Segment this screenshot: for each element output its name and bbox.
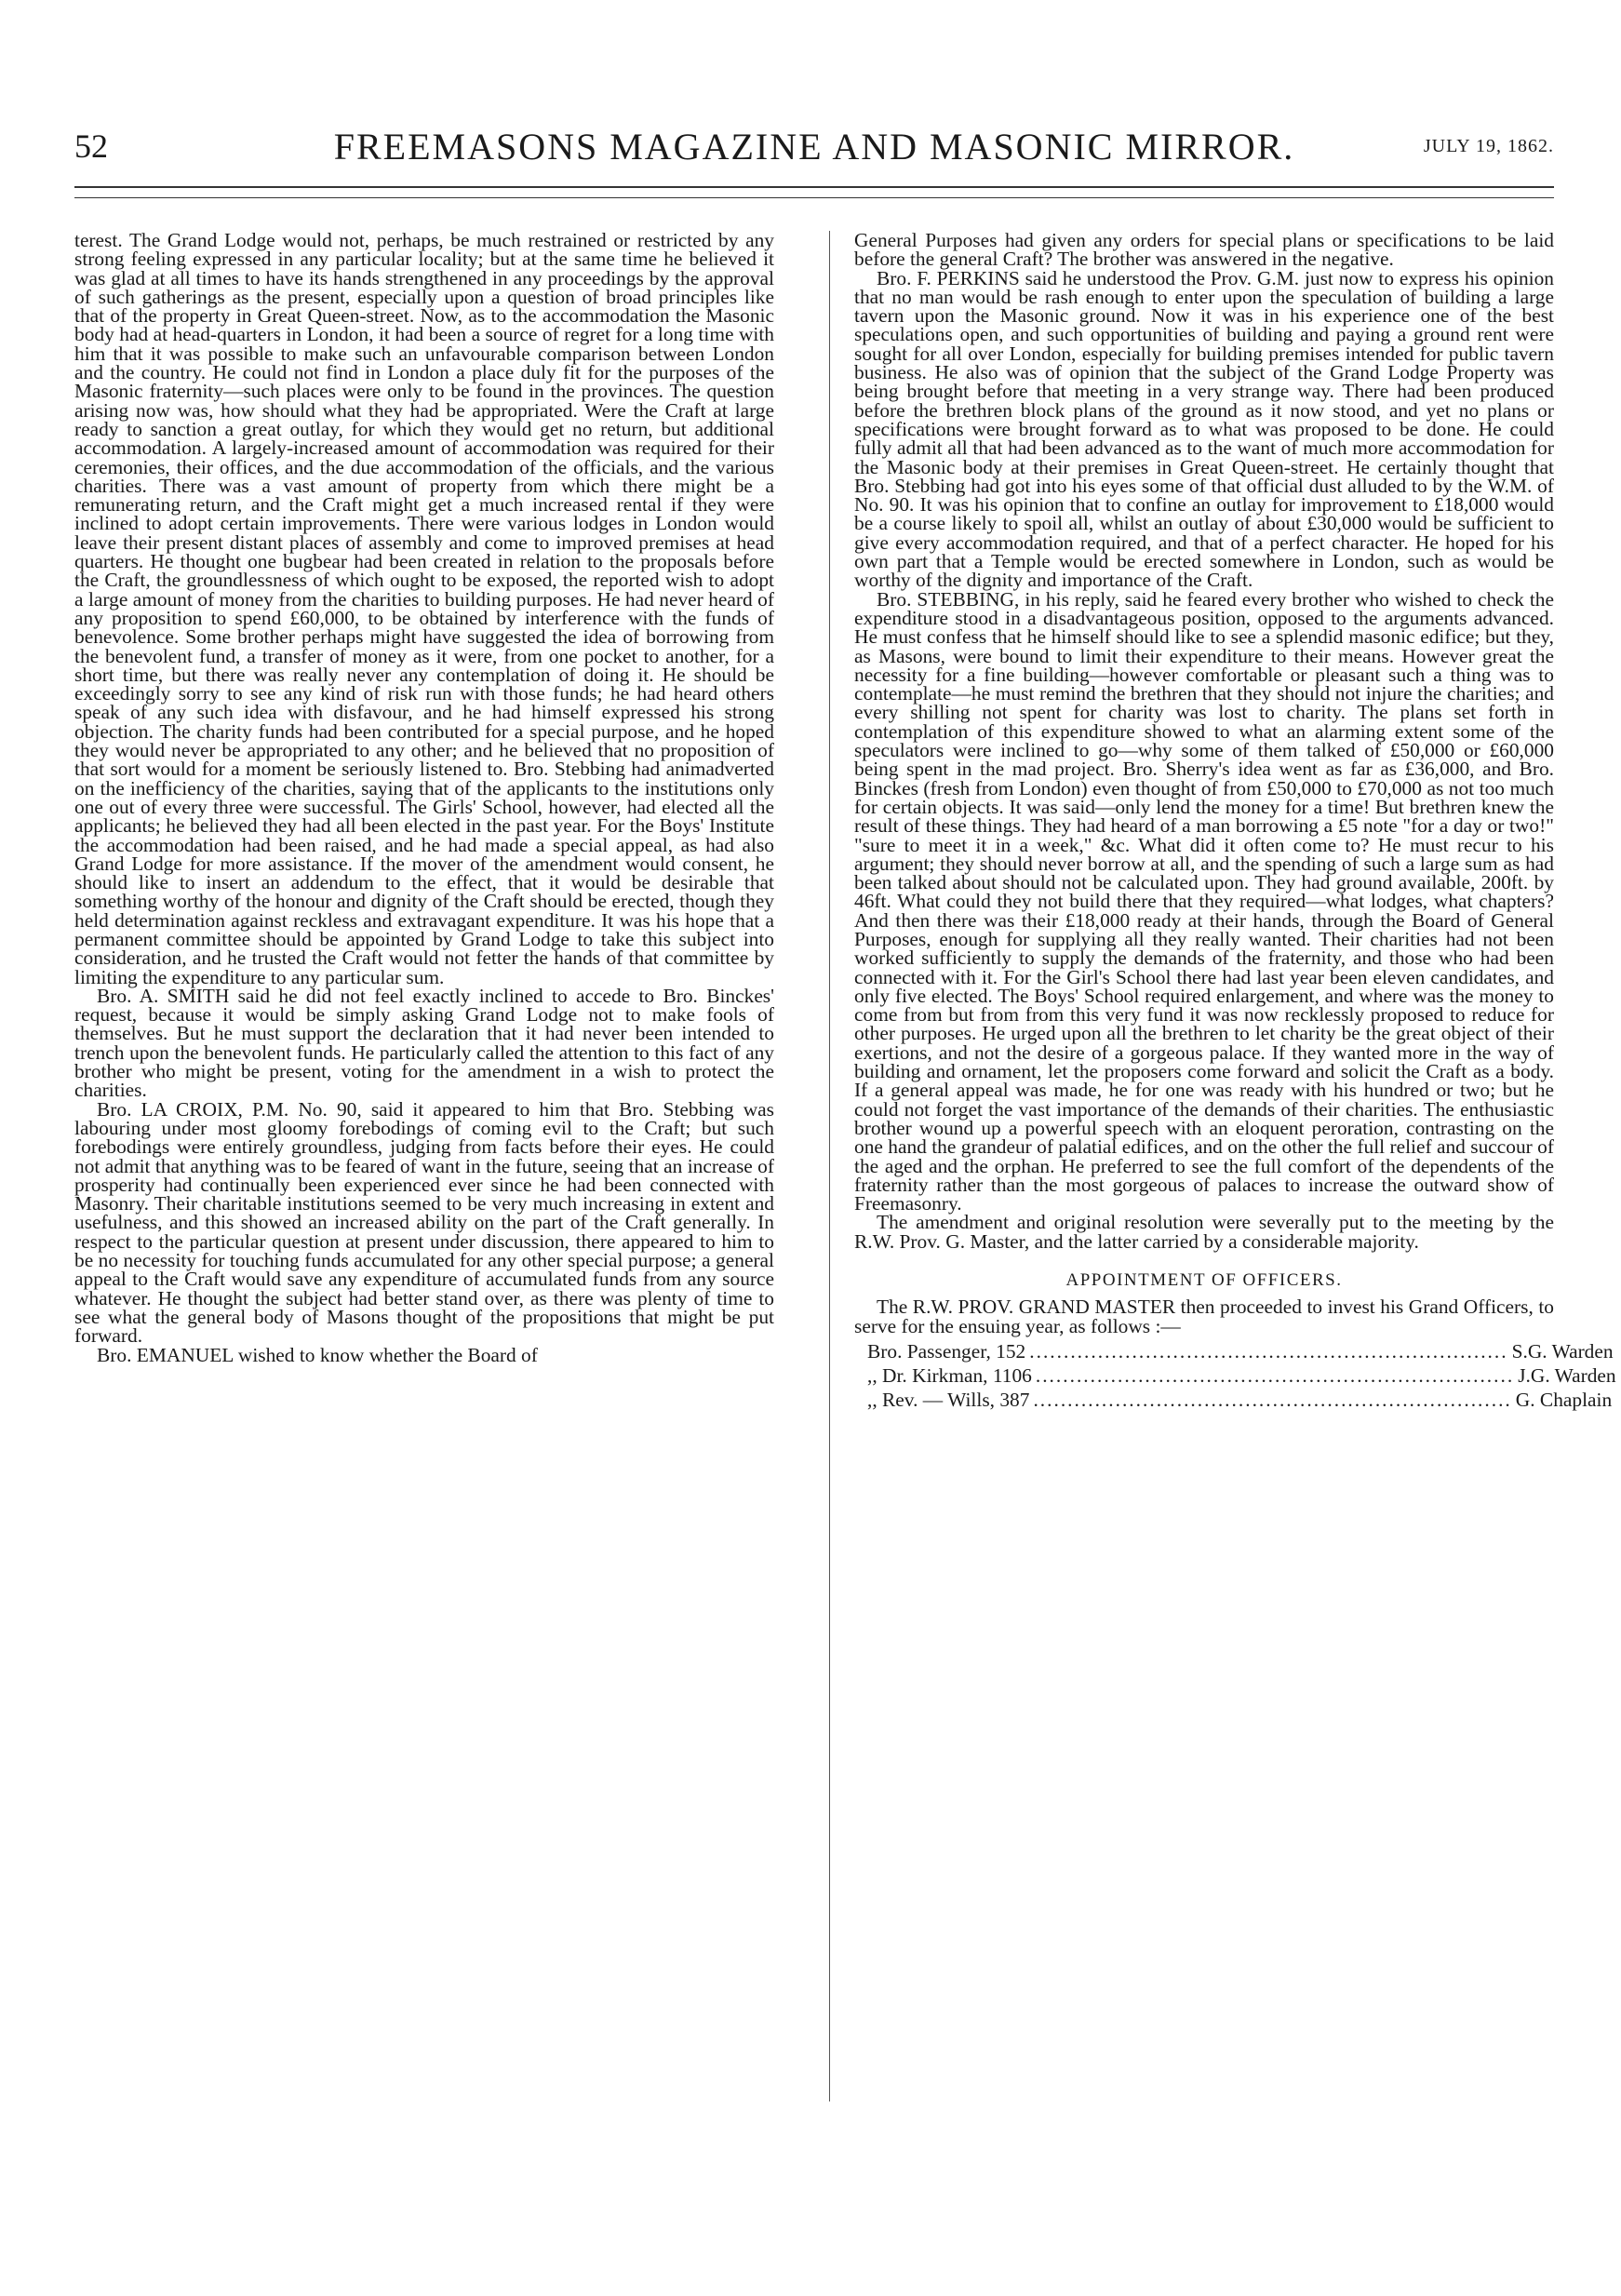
officer-name: Bro. Passenger, 152 [867,1339,1026,1363]
paragraph: General Purposes had given any orders for special plans or specifications to be laid before the general Craft? The brother was answered in the negative. [854,229,1554,271]
header-rule-bottom [74,197,1554,198]
officer-list [854,1339,1616,1412]
paragraph: Bro. A. SMITH said he did not feel exactly inclined to accede to Bro. Binckes' request, because it would be simply asking Grand Lodge not to make fools of themselves. But he must support the declaration that it had never been intended to trench upon the benevolent funds. He particularly called the attention to this fact of any brother who might be present, voting for the amendment in a wish to protect the charities. [74,984,774,1102]
right-column [854,229,1616,1412]
paragraph: Bro. LA CROIX, P.M. No. 90, said it appeared to him that Bro. Stebbing was labouring under most gloomy forebodings of coming evil to the Craft; but such forebodings were entirely groundless, judging from facts before their eyes. He could not admit that anything was to be feared of want in the future, seeing that an increase of prosperity had continually been experienced ever since he had been connected with Masonry. Their charitable institutions seemed to be very much increasing in extent and usefulness, and this showed an increased ability on the part of the Craft generally. In respect to the particular question at present under discussion, there appeared to him to be no necessity for touching funds accumulated for any other special purpose; a general appeal to the Craft would save any expenditure of accumulated funds from any source whatever. He thought the subject had better stand over, as there was plenty of time to see what the general body of Masons thought of the propositions that might be put forward. [74,1097,774,1348]
paragraph: The amendment and original resolution were severally put to the meeting by the R.W. Prov. G. Master, and the latter carried by a considerable majority. [854,1211,1554,1253]
officer-office: S.G. Warden [1511,1339,1614,1363]
paragraph: Bro. STEBBING, in his reply, said he feared every brother who wished to check the expenditure stood in a disadvantageous position, opposed to the arguments advanced. He must confess that he himself should like to see a splendid masonic edifice; but they, as Masons, were bound to limit their expenditure to their means. However great the necessity for a fine building—however comfortable or pleasant such a thing was to contemplate—he must remind the brethren that they should not injure the charities; and every shilling not spent for charity was lost to charity. The plans set forth in contemplation of this expenditure showed to what an alarming extent some of the speculators were inclined to go—why some of them talked of £50,000 or £60,000 being spent in the mad project. Bro. Sherry's idea went as far as £36,000, and Bro. Binckes (fresh from London) even thought of from £50,000 to £70,000 as not too much for certain objects. It was said—only lend the money for a time! But brethren knew the result of these things. They had heard of a man borrowing a £5 note "for a day or two!" "sure to meet it in a week," &c. What did it often come to? He must recur to his argument; they should never borrow at all, and the spending of such a large sum as had been talked about should not be calculated upon. They had ground available, 200ft. by 46ft. What could they not build there that they required—what lodges, what chapters? And then there was their £18,000 ready at their hands, through the Board of General Purposes, enough for supplying all they really wanted. Their charities had not been worked sufficiently to supply the demands of the fraternity, and those who had been connected with it. For the Girl's School there had last year been eleven candidates, and only five elected. The Boys' School required enlargement, and where was the money to come from but from from this very fund it was now recklessly proposed to reduce for other purposes. He urged upon all the brethren to let charity be the great object of their exertions, and not the desire of a gorgeous palace. If they wanted more in the way of building and ornament, let the proposers come forward and solicit the Craft as a body. If a general appeal was made, he for one was ready with his hundred or two; but he could not forget the vast importance of the demands of their charities. The enthusiastic brother wound up a powerful speech with an eloquent peroration, contrasting on the one hand the grandeur of palatial edifices, and on the other the full relief and succour of the aged and the orphan. He preferred to see the full comfort of the dependents of the fraternity rather than the most gorgeous of palaces to increase the outward show of Freemasonry. [854,587,1554,1215]
column-divider [829,231,830,2101]
page-header [74,121,1554,177]
page-number: 52 [74,128,108,165]
officer-office: J.G. Warden [1518,1363,1616,1387]
left-column [74,231,774,1364]
section-intro: The R.W. PROV. GRAND MASTER then proceeded to invest his Grand Officers, to serve for the ensuing year, as follows :— [854,1296,1554,1337]
officer-name: ,, Dr. Kirkman, 1106 [867,1363,1032,1387]
masthead-title: FREEMASONS MAGAZINE AND MASONIC MIRROR. [333,126,1295,168]
dot-leader: ...................................................................... [1035,1363,1515,1387]
dot-leader: ...................................................................... [1033,1388,1512,1411]
officer-row [854,1339,1614,1363]
paragraph: terest. The Grand Lodge would not, perhaps, be much restrained or restricted by any strong feeling expressed in any particular locality; but at the same time he believed it was glad at all times to have its hands strengthened in any proceedings by the approval of such gatherings as the present, especially upon a question of broad principles like that of the property in Great Queen-street. Now, as to the accommodation the Masonic body had at head-quarters in London, it had been a source of regret for a long time with him that it was possible to make such an unfavourable comparison between London and the country. He could not find in London a place duly fit for the purposes of the Masonic fraternity—such places were only to be found in the provinces. The question arising now was, how should what they had be appropriated. Were the Craft at large ready to sanction a great outlay, for which they would get no return, but additional accommodation. A largely-increased amount of accommodation was required for their ceremonies, their offices, and the due accommodation of the officials, and the various charities. There was a vast amount of property from which there might be a remunerating return, and the Craft might get a much increased rental if they were inclined to adopt certain improvements. There were various lodges in London would leave their present distant places of assembly and come to improved premises at head quarters. He thought one bugbear had been created in relation to the proposals before the Craft, the groundlessness of which ought to be exposed, the reported wish to adopt a large amount of money from the charities to building purposes. He had never heard of any proposition to spend £60,000, to be obtained by interference with the funds of benevolence. Some brother perhaps might have suggested the idea of borrowing from the benevolent fund, a transfer of money as it were, from one pocket to another, for a short time, but there was really never any contemplation of doing it. He should be exceedingly sorry to see any kind of risk run with those funds; he had heard others speak of any such idea with disfavour, and he had himself expressed his strong objection. The charity funds had been contributed for a special purpose, and he hoped they would never be appropriated to any other; and he believed that no proposition of that sort would for a moment be seriously listened to. Bro. Stebbing had animadverted on the inefficiency of the charities, saying that of the applicants to the institutions only one out of every three were successful. The Girls' School, however, had elected all the applicants; he believed they had all been elected in the past year. For the Boys' Institute the accommodation had been raised, and he had made a special appeal, as had also Grand Lodge for more assistance. If the mover of the amendment would consent, he should like to insert an addendum to the effect, that it would be desirable that something worthy of the honour and dignity of the Craft should be erected, though they held determination against reckless and extravagant expenditure. It was his hope that a permanent committee should be appointed by Grand Lodge to take this subject into consideration, and he trusted the Craft would not fetter the hands of that committee by limiting the expenditure to any particular sum. [74,229,774,988]
dot-leader: ...................................................................... [1029,1339,1508,1363]
officer-row [854,1363,1616,1388]
section-heading: APPOINTMENT OF OFFICERS. [1065,1270,1343,1291]
officer-office: G. Chaplain [1515,1388,1613,1411]
paragraph: Bro. EMANUEL wished to know whether the Board of [97,1343,538,1366]
officer-row [854,1388,1613,1412]
officer-name: ,, Rev. — Wills, 387 [867,1388,1030,1411]
header-rule-top [74,186,1554,188]
paragraph: Bro. F. PERKINS said he understood the Prov. G.M. just now to express his opinion that no man would be rash enough to enter upon the speculation of building a large tavern upon the Masonic ground. Now it was in his experience one of the best speculations open, and such opportunities of building and paying a ground rent were sought for all over London, especially for building premises intended for public tavern business. He also was of opinion that the subject of the Grand Lodge Property was being brought before that meeting in a very strange way. There had been produced before the brethren block plans of the ground as it now stood, and yet no plans or specifications were brought forward as to what was proposed to be done. He could fully admit all that had been advanced as to the want of much more accommodation for the Masonic body at their premises in Great Queen-street. He certainly thought that Bro. Stebbing had got into his eyes some of that official dust alluded to by the W.M. of No. 90. It was his opinion that to confine an outlay for improvement to £18,000 would be a course likely to spoil all, whilst an outlay of about £30,000 would be sufficient to give every accommodation required, and that of a perfect character. He hoped for his own part that a Temple would be erected somewhere in London, such as would be worthy of the dignity and importance of the Craft. [854,266,1554,592]
issue-date: JULY 19, 1862. [1423,136,1554,156]
